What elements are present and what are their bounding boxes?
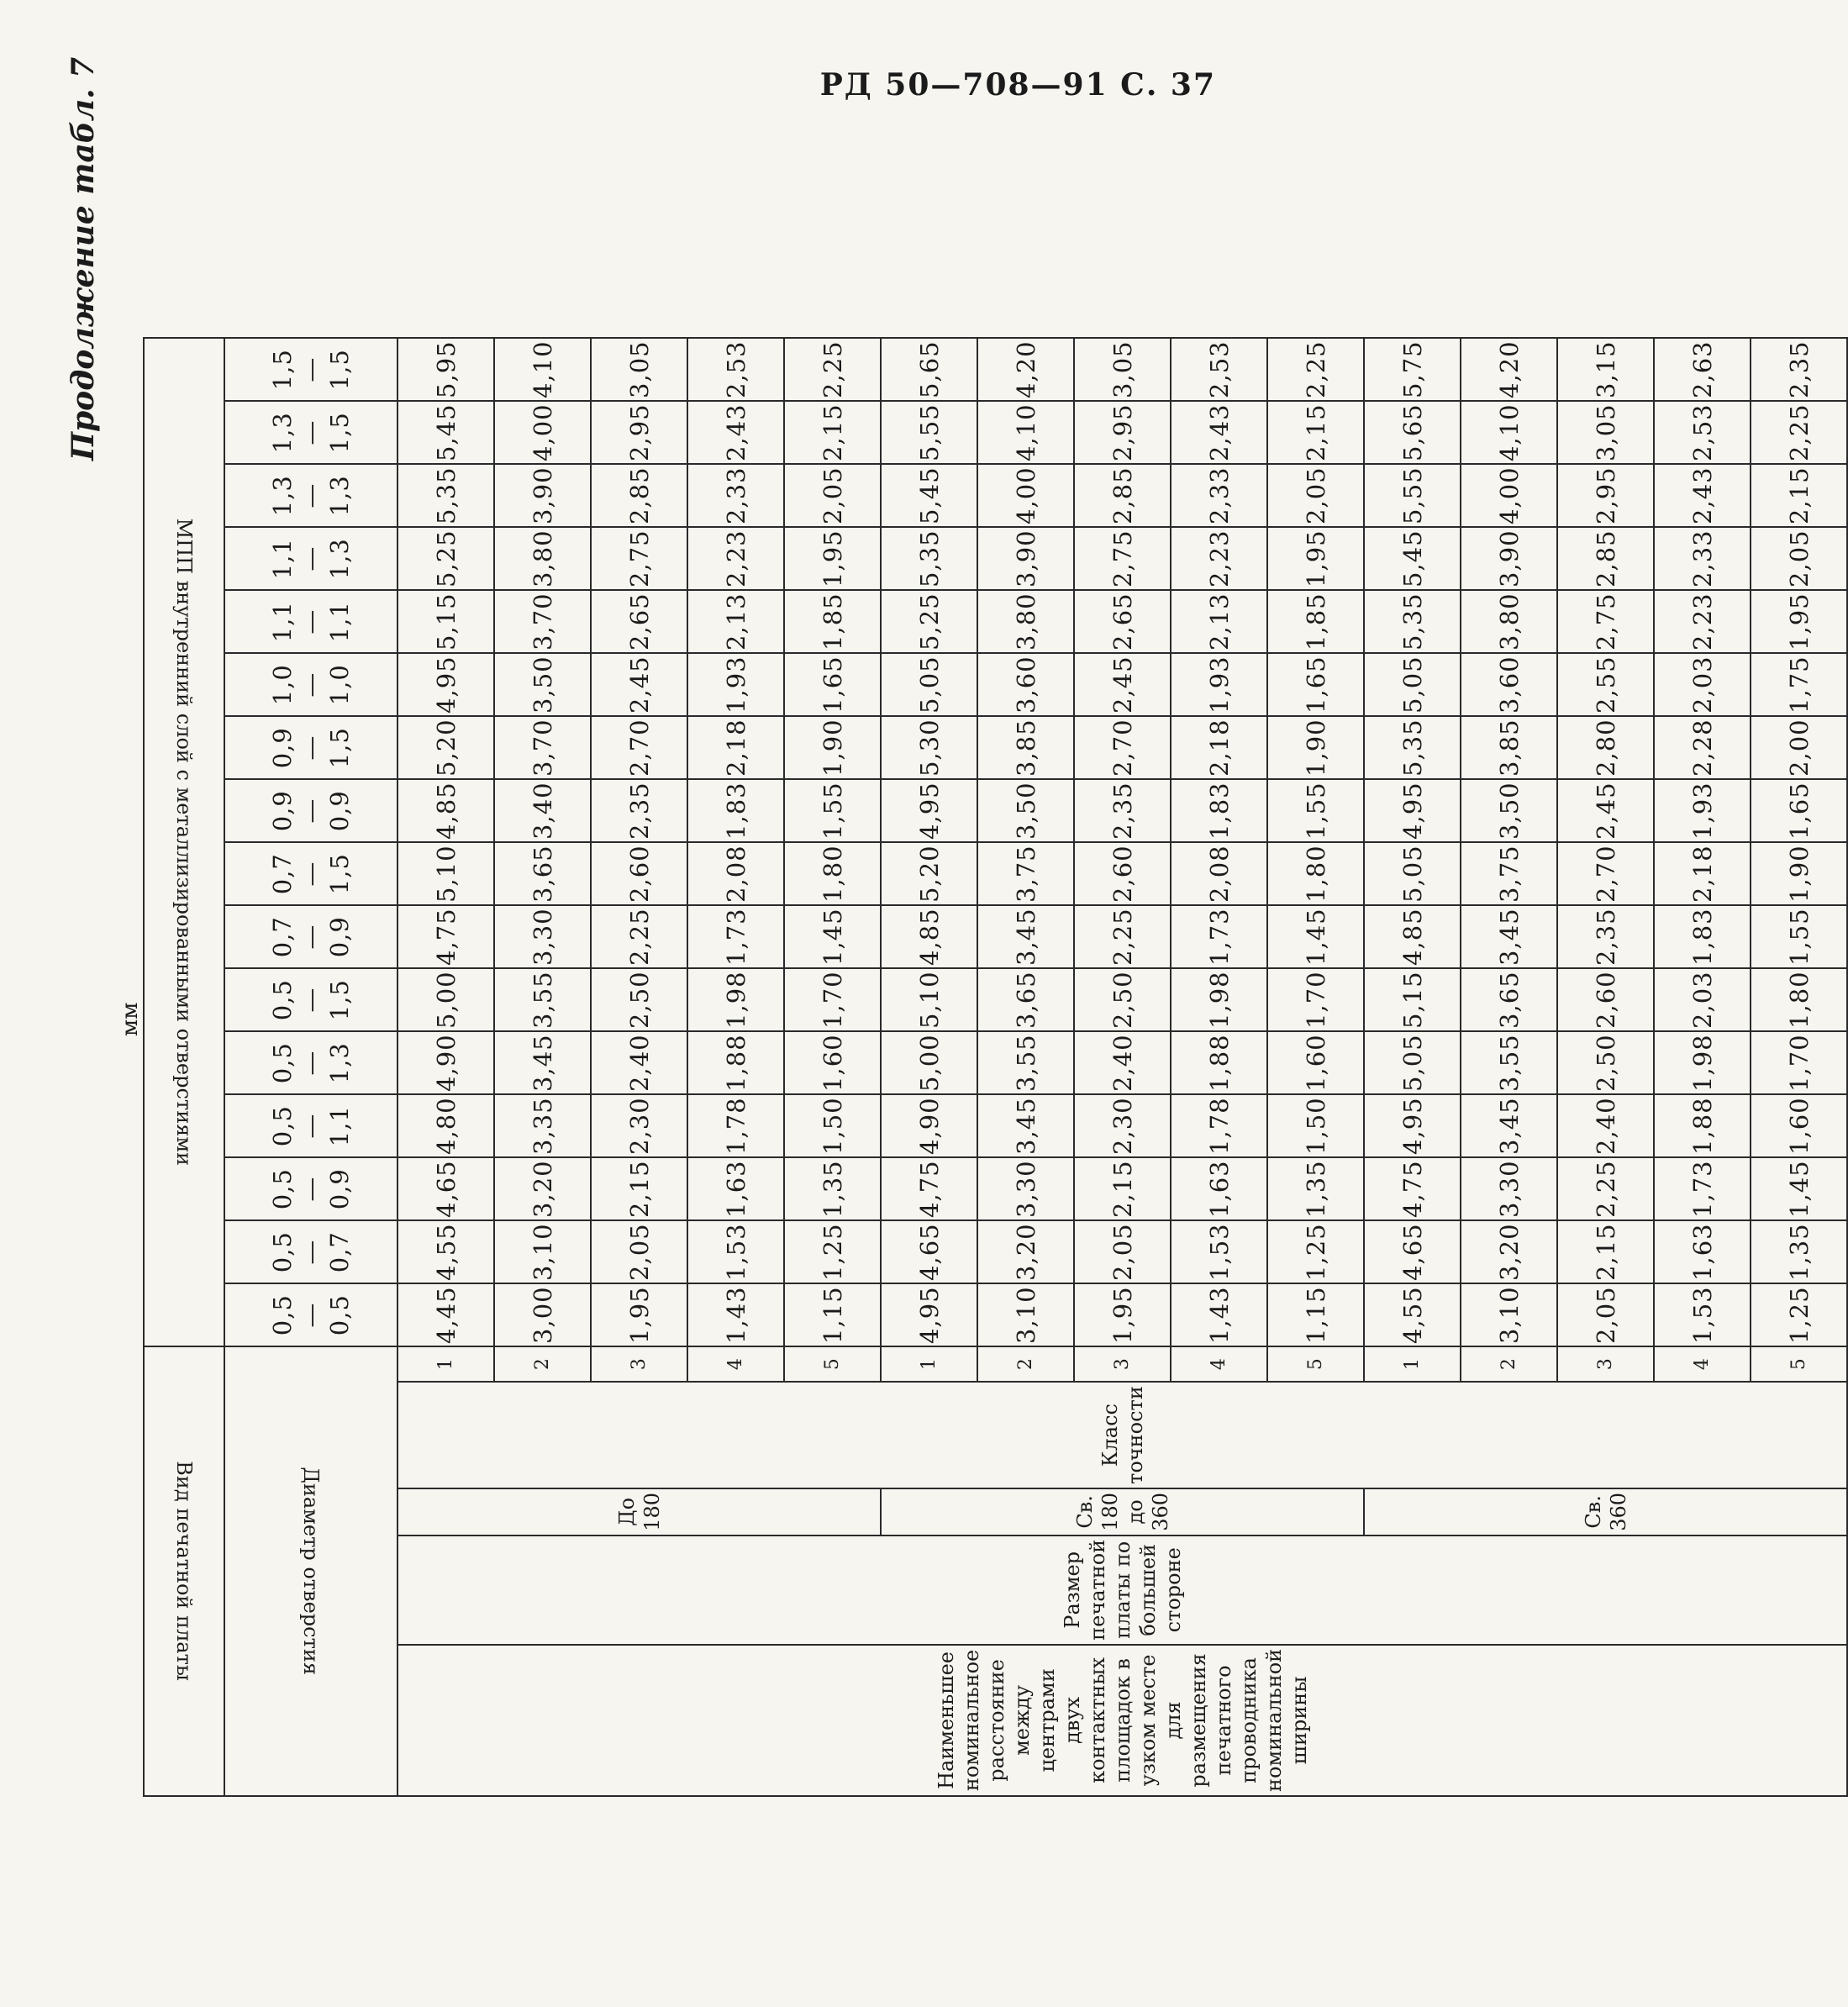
value-cell: 5,35 — [1364, 716, 1461, 779]
class-number: 2 — [494, 1346, 591, 1382]
class-number: 5 — [1267, 1346, 1364, 1382]
value-cell: 5,95 — [398, 338, 494, 401]
value-cell: 2,43 — [687, 401, 784, 464]
size-group-header: Св. 180 до 360 — [881, 1488, 1364, 1536]
value-cell: 1,63 — [1654, 1220, 1751, 1283]
value-cell: 3,45 — [1461, 905, 1557, 968]
value-cell: 2,75 — [1557, 590, 1654, 653]
board-type-value-text: МПП внутренний слой с металлизированными отверстиями — [172, 519, 196, 1167]
value-cell: 3,60 — [977, 653, 1074, 716]
value-cell: 5,55 — [1364, 464, 1461, 527]
value-cell: 3,85 — [977, 716, 1074, 779]
diameter-row — [224, 338, 398, 1796]
value-cell: 4,10 — [1461, 401, 1557, 464]
value-cell: 1,25 — [1267, 1220, 1364, 1283]
value-cell: 1,95 — [591, 1283, 687, 1346]
value-cell: 1,70 — [1267, 968, 1364, 1031]
value-cell: 1,63 — [687, 1157, 784, 1220]
diameter-cell: 1,1—1,3 — [224, 527, 398, 590]
class-number: 3 — [1074, 1346, 1171, 1382]
value-cell: 5,65 — [1364, 401, 1461, 464]
value-cell: 1,73 — [687, 905, 784, 968]
diameter-cell: 0,5—1,5 — [224, 968, 398, 1031]
page-header: РД 50—708—91 С. 37 — [819, 67, 1216, 103]
value-cell: 2,85 — [1074, 464, 1171, 527]
value-cell: 1,45 — [1267, 905, 1364, 968]
value-cell: 1,80 — [1267, 842, 1364, 905]
diameter-cell: 0,7—0,9 — [224, 905, 398, 968]
class-number: 1 — [398, 1346, 494, 1382]
value-cell: 1,60 — [1267, 1031, 1364, 1094]
diameter-cell: 0,9—0,9 — [224, 779, 398, 842]
value-cell: 1,43 — [1171, 1283, 1267, 1346]
value-cell: 4,55 — [1364, 1283, 1461, 1346]
value-cell: 3,90 — [494, 464, 591, 527]
value-cell: 1,93 — [1171, 653, 1267, 716]
diameter-cell: 0,9—1,5 — [224, 716, 398, 779]
value-cell: 2,50 — [1557, 1031, 1654, 1094]
value-cell: 4,75 — [881, 1157, 977, 1220]
value-cell: 1,60 — [784, 1031, 881, 1094]
value-cell: 2,15 — [591, 1157, 687, 1220]
value-cell: 1,65 — [784, 653, 881, 716]
value-cell: 2,35 — [1557, 905, 1654, 968]
value-cell: 1,85 — [784, 590, 881, 653]
value-cell: 2,23 — [1171, 527, 1267, 590]
value-cell: 5,35 — [1364, 590, 1461, 653]
accuracy-class-header: Класс точности — [398, 1382, 1847, 1488]
value-cell: 1,90 — [1267, 716, 1364, 779]
class-number: 1 — [881, 1346, 977, 1382]
value-cell: 2,43 — [1171, 401, 1267, 464]
board-type-row — [144, 338, 224, 1796]
value-cell: 2,45 — [1074, 653, 1171, 716]
value-cell: 5,05 — [1364, 1031, 1461, 1094]
diameter-cell: 0,5—1,1 — [224, 1094, 398, 1157]
value-cell: 5,05 — [1364, 842, 1461, 905]
value-cell: 1,65 — [1267, 653, 1364, 716]
value-cell: 2,25 — [1267, 338, 1364, 401]
value-cell: 2,55 — [1557, 653, 1654, 716]
value-cell: 4,65 — [398, 1157, 494, 1220]
value-cell: 4,95 — [1364, 1094, 1461, 1157]
diameter-cell: 0,5—0,9 — [224, 1157, 398, 1220]
value-cell: 1,98 — [687, 968, 784, 1031]
value-cell: 3,50 — [494, 653, 591, 716]
value-cell: 3,70 — [494, 716, 591, 779]
value-cell: 4,20 — [977, 338, 1074, 401]
value-cell: 3,15 — [1557, 338, 1654, 401]
value-cell: 2,25 — [591, 905, 687, 968]
value-cell: 2,40 — [1557, 1094, 1654, 1157]
value-cell: 5,00 — [398, 968, 494, 1031]
value-cell: 5,15 — [1364, 968, 1461, 1031]
size-group-header: До 180 — [398, 1488, 881, 1536]
value-cell: 2,95 — [1557, 464, 1654, 527]
value-cell: 1,93 — [687, 653, 784, 716]
value-cell: 3,30 — [977, 1157, 1074, 1220]
diameter-header-label: Диаметр отверстия — [299, 1467, 323, 1676]
value-cell: 3,10 — [1461, 1283, 1557, 1346]
diameter-cell: 0,7—1,5 — [224, 842, 398, 905]
class-number: 4 — [1171, 1346, 1267, 1382]
value-cell: 2,30 — [591, 1094, 687, 1157]
value-cell: 1,50 — [784, 1094, 881, 1157]
value-cell: 1,75 — [1751, 653, 1847, 716]
value-cell: 2,40 — [591, 1031, 687, 1094]
size-group-header: Св. 360 — [1364, 1488, 1847, 1536]
value-cell: 2,53 — [687, 338, 784, 401]
diameter-cell: 1,0—1,0 — [224, 653, 398, 716]
diameter-cell: 1,1—1,1 — [224, 590, 398, 653]
value-cell: 3,90 — [977, 527, 1074, 590]
value-cell: 2,70 — [591, 716, 687, 779]
board-type-header — [144, 1346, 224, 1796]
value-cell: 3,45 — [494, 1031, 591, 1094]
class-number: 4 — [687, 1346, 784, 1382]
value-cell: 1,93 — [1654, 779, 1751, 842]
value-cell: 1,65 — [1751, 779, 1847, 842]
value-cell: 4,10 — [494, 338, 591, 401]
value-cell: 3,10 — [494, 1220, 591, 1283]
value-cell: 1,55 — [1751, 905, 1847, 968]
value-cell: 2,15 — [1557, 1220, 1654, 1283]
value-cell: 2,03 — [1654, 968, 1751, 1031]
value-cell: 4,65 — [1364, 1220, 1461, 1283]
value-cell: 4,55 — [398, 1220, 494, 1283]
value-cell: 1,83 — [687, 779, 784, 842]
diameter-cell: 1,3—1,3 — [224, 464, 398, 527]
value-cell: 3,65 — [1461, 968, 1557, 1031]
value-cell: 1,43 — [687, 1283, 784, 1346]
value-cell: 1,80 — [784, 842, 881, 905]
value-cell: 1,95 — [1267, 527, 1364, 590]
value-cell: 2,28 — [1654, 716, 1751, 779]
value-cell: 5,35 — [398, 464, 494, 527]
value-cell: 2,05 — [1267, 464, 1364, 527]
class-number: 4 — [1654, 1346, 1751, 1382]
value-cell: 2,75 — [591, 527, 687, 590]
value-cell: 3,45 — [977, 1094, 1074, 1157]
value-cell: 3,55 — [1461, 1031, 1557, 1094]
value-cell: 5,45 — [881, 464, 977, 527]
diameter-cell: 0,5—1,3 — [224, 1031, 398, 1094]
value-cell: 2,75 — [1074, 527, 1171, 590]
value-cell: 3,45 — [1461, 1094, 1557, 1157]
value-cell: 1,15 — [784, 1283, 881, 1346]
value-cell: 3,45 — [977, 905, 1074, 968]
value-cell: 1,25 — [784, 1220, 881, 1283]
value-cell: 1,80 — [1751, 968, 1847, 1031]
value-cell: 2,85 — [591, 464, 687, 527]
value-cell: 2,65 — [591, 590, 687, 653]
value-cell: 1,35 — [1751, 1220, 1847, 1283]
value-cell: 1,55 — [1267, 779, 1364, 842]
value-cell: 1,98 — [1171, 968, 1267, 1031]
value-cell: 4,75 — [398, 905, 494, 968]
value-cell: 4,00 — [494, 401, 591, 464]
value-cell: 1,73 — [1171, 905, 1267, 968]
value-cell: 5,35 — [881, 527, 977, 590]
class-number: 5 — [784, 1346, 881, 1382]
class-number: 1 — [1364, 1346, 1461, 1382]
value-cell: 2,25 — [1751, 401, 1847, 464]
value-cell: 1,85 — [1267, 590, 1364, 653]
value-cell: 2,50 — [591, 968, 687, 1031]
value-cell: 5,25 — [398, 527, 494, 590]
value-cell: 2,53 — [1171, 338, 1267, 401]
value-cell: 2,50 — [1074, 968, 1171, 1031]
value-cell: 3,20 — [977, 1220, 1074, 1283]
value-cell: 1,95 — [784, 527, 881, 590]
value-cell: 5,55 — [881, 401, 977, 464]
value-cell: 2,95 — [1074, 401, 1171, 464]
value-cell: 3,05 — [1074, 338, 1171, 401]
value-cell: 2,13 — [1171, 590, 1267, 653]
value-cell: 2,08 — [1171, 842, 1267, 905]
value-cell: 1,70 — [1751, 1031, 1847, 1094]
class-number: 3 — [591, 1346, 687, 1382]
value-cell: 4,45 — [398, 1283, 494, 1346]
value-cell: 2,05 — [784, 464, 881, 527]
value-cell: 2,18 — [1654, 842, 1751, 905]
value-cell: 1,90 — [784, 716, 881, 779]
value-cell: 1,88 — [1171, 1031, 1267, 1094]
value-cell: 3,90 — [1461, 527, 1557, 590]
value-cell: 3,20 — [494, 1157, 591, 1220]
value-cell: 1,90 — [1751, 842, 1847, 905]
diameter-header — [224, 1346, 398, 1796]
value-cell: 3,30 — [1461, 1157, 1557, 1220]
value-cell: 3,05 — [591, 338, 687, 401]
value-cell: 2,18 — [687, 716, 784, 779]
value-cell: 5,10 — [398, 842, 494, 905]
value-cell: 2,15 — [1267, 401, 1364, 464]
value-cell: 1,35 — [1267, 1157, 1364, 1220]
value-cell: 4,80 — [398, 1094, 494, 1157]
value-cell: 5,00 — [881, 1031, 977, 1094]
value-cell: 1,78 — [687, 1094, 784, 1157]
value-cell: 3,65 — [494, 842, 591, 905]
value-cell: 4,85 — [1364, 905, 1461, 968]
value-cell: 1,55 — [784, 779, 881, 842]
value-cell: 2,33 — [1171, 464, 1267, 527]
value-cell: 5,75 — [1364, 338, 1461, 401]
value-cell: 1,70 — [784, 968, 881, 1031]
value-cell: 2,15 — [1751, 464, 1847, 527]
value-cell: 2,23 — [687, 527, 784, 590]
value-cell: 1,53 — [687, 1220, 784, 1283]
value-cell: 3,55 — [977, 1031, 1074, 1094]
class-number: 2 — [1461, 1346, 1557, 1382]
value-cell: 1,95 — [1751, 590, 1847, 653]
value-cell: 3,20 — [1461, 1220, 1557, 1283]
value-cell: 3,75 — [1461, 842, 1557, 905]
diameter-cell: 0,5—0,5 — [224, 1283, 398, 1346]
value-cell: 2,35 — [1074, 779, 1171, 842]
value-cell: 1,95 — [1074, 1283, 1171, 1346]
value-cell: 1,45 — [1751, 1157, 1847, 1220]
value-cell: 1,53 — [1654, 1283, 1751, 1346]
value-cell: 2,63 — [1654, 338, 1751, 401]
value-cell: 3,70 — [494, 590, 591, 653]
value-cell: 4,85 — [881, 905, 977, 968]
value-cell: 1,88 — [1654, 1094, 1751, 1157]
class-number: 2 — [977, 1346, 1074, 1382]
value-cell: 3,00 — [494, 1283, 591, 1346]
value-cell: 1,78 — [1171, 1094, 1267, 1157]
value-cell: 2,35 — [591, 779, 687, 842]
value-cell: 1,83 — [1654, 905, 1751, 968]
value-cell: 3,85 — [1461, 716, 1557, 779]
value-cell: 3,80 — [494, 527, 591, 590]
value-cell: 2,70 — [1074, 716, 1171, 779]
value-cell: 3,50 — [977, 779, 1074, 842]
value-cell: 4,00 — [977, 464, 1074, 527]
value-cell: 1,45 — [784, 905, 881, 968]
value-cell: 3,30 — [494, 905, 591, 968]
value-cell: 3,35 — [494, 1094, 591, 1157]
value-cell: 4,95 — [398, 653, 494, 716]
value-cell: 2,05 — [1557, 1283, 1654, 1346]
class-number: 5 — [1751, 1346, 1847, 1382]
value-cell: 4,90 — [881, 1094, 977, 1157]
value-cell: 5,25 — [881, 590, 977, 653]
value-cell: 4,85 — [398, 779, 494, 842]
value-cell: 4,65 — [881, 1220, 977, 1283]
value-cell: 2,33 — [687, 464, 784, 527]
value-cell: 2,45 — [1557, 779, 1654, 842]
board-type-value — [144, 338, 224, 1346]
value-cell: 2,05 — [1074, 1220, 1171, 1283]
table-caption: Продолжение табл. 7 — [66, 56, 101, 461]
diameter-cell: 1,5—1,5 — [224, 338, 398, 401]
value-cell: 1,73 — [1654, 1157, 1751, 1220]
value-cell: 5,20 — [398, 716, 494, 779]
value-cell: 2,25 — [1074, 905, 1171, 968]
value-cell: 4,10 — [977, 401, 1074, 464]
value-cell: 3,40 — [494, 779, 591, 842]
value-cell: 2,00 — [1751, 716, 1847, 779]
value-cell: 2,40 — [1074, 1031, 1171, 1094]
value-cell: 5,45 — [1364, 527, 1461, 590]
min-spacing-header: Наименьшее номинальное расстояние между центрами двух контактных площадок в узком месте для размещения печатного проводника номинальной ширины — [398, 1645, 1847, 1796]
value-cell: 2,85 — [1557, 527, 1654, 590]
value-cell: 5,65 — [881, 338, 977, 401]
value-cell: 3,65 — [977, 968, 1074, 1031]
value-cell: 2,60 — [591, 842, 687, 905]
value-cell: 2,70 — [1557, 842, 1654, 905]
value-cell: 2,95 — [591, 401, 687, 464]
value-cell: 2,35 — [1751, 338, 1847, 401]
class-number: 3 — [1557, 1346, 1654, 1382]
value-cell: 2,60 — [1557, 968, 1654, 1031]
value-cell: 5,05 — [1364, 653, 1461, 716]
value-cell: 5,30 — [881, 716, 977, 779]
value-cell: 1,50 — [1267, 1094, 1364, 1157]
class-row — [398, 338, 494, 1796]
value-cell: 5,05 — [881, 653, 977, 716]
board-type-header-label: Вид печатной платы — [172, 1461, 196, 1682]
value-cell: 1,15 — [1267, 1283, 1364, 1346]
value-cell: 2,45 — [591, 653, 687, 716]
value-cell: 3,55 — [494, 968, 591, 1031]
value-cell: 2,13 — [687, 590, 784, 653]
value-cell: 2,05 — [1751, 527, 1847, 590]
value-cell: 4,95 — [1364, 779, 1461, 842]
value-cell: 2,33 — [1654, 527, 1751, 590]
unit-label: мм — [118, 1002, 143, 1036]
spacing-table — [143, 337, 1848, 1797]
value-cell: 2,18 — [1171, 716, 1267, 779]
value-cell: 1,83 — [1171, 779, 1267, 842]
value-cell: 1,60 — [1751, 1094, 1847, 1157]
value-cell: 5,20 — [881, 842, 977, 905]
value-cell: 3,05 — [1557, 401, 1654, 464]
value-cell: 3,80 — [977, 590, 1074, 653]
value-cell: 2,43 — [1654, 464, 1751, 527]
value-cell: 3,75 — [977, 842, 1074, 905]
diameter-cell: 0,5—0,7 — [224, 1220, 398, 1283]
value-cell: 2,15 — [784, 401, 881, 464]
value-cell: 4,75 — [1364, 1157, 1461, 1220]
value-cell: 2,05 — [591, 1220, 687, 1283]
value-cell: 5,45 — [398, 401, 494, 464]
value-cell: 1,35 — [784, 1157, 881, 1220]
value-cell: 4,00 — [1461, 464, 1557, 527]
value-cell: 2,80 — [1557, 716, 1654, 779]
value-cell: 2,65 — [1074, 590, 1171, 653]
board-size-header: Размер печатной платы по большей стороне — [398, 1536, 1847, 1645]
value-cell: 3,50 — [1461, 779, 1557, 842]
value-cell: 3,10 — [977, 1283, 1074, 1346]
value-cell: 2,53 — [1654, 401, 1751, 464]
value-cell: 1,25 — [1751, 1283, 1847, 1346]
value-cell: 2,03 — [1654, 653, 1751, 716]
value-cell: 3,60 — [1461, 653, 1557, 716]
value-cell: 5,10 — [881, 968, 977, 1031]
value-cell: 4,20 — [1461, 338, 1557, 401]
value-cell: 2,08 — [687, 842, 784, 905]
value-cell: 2,15 — [1074, 1157, 1171, 1220]
value-cell: 4,90 — [398, 1031, 494, 1094]
value-cell: 1,53 — [1171, 1220, 1267, 1283]
value-cell: 2,60 — [1074, 842, 1171, 905]
value-cell: 5,15 — [398, 590, 494, 653]
value-cell: 1,98 — [1654, 1031, 1751, 1094]
value-cell: 4,95 — [881, 1283, 977, 1346]
value-cell: 2,30 — [1074, 1094, 1171, 1157]
value-cell: 3,80 — [1461, 590, 1557, 653]
value-cell: 2,25 — [784, 338, 881, 401]
value-cell: 4,95 — [881, 779, 977, 842]
value-cell: 1,63 — [1171, 1157, 1267, 1220]
diameter-cell: 1,3—1,5 — [224, 401, 398, 464]
value-cell: 2,23 — [1654, 590, 1751, 653]
value-cell: 2,25 — [1557, 1157, 1654, 1220]
value-cell: 1,88 — [687, 1031, 784, 1094]
